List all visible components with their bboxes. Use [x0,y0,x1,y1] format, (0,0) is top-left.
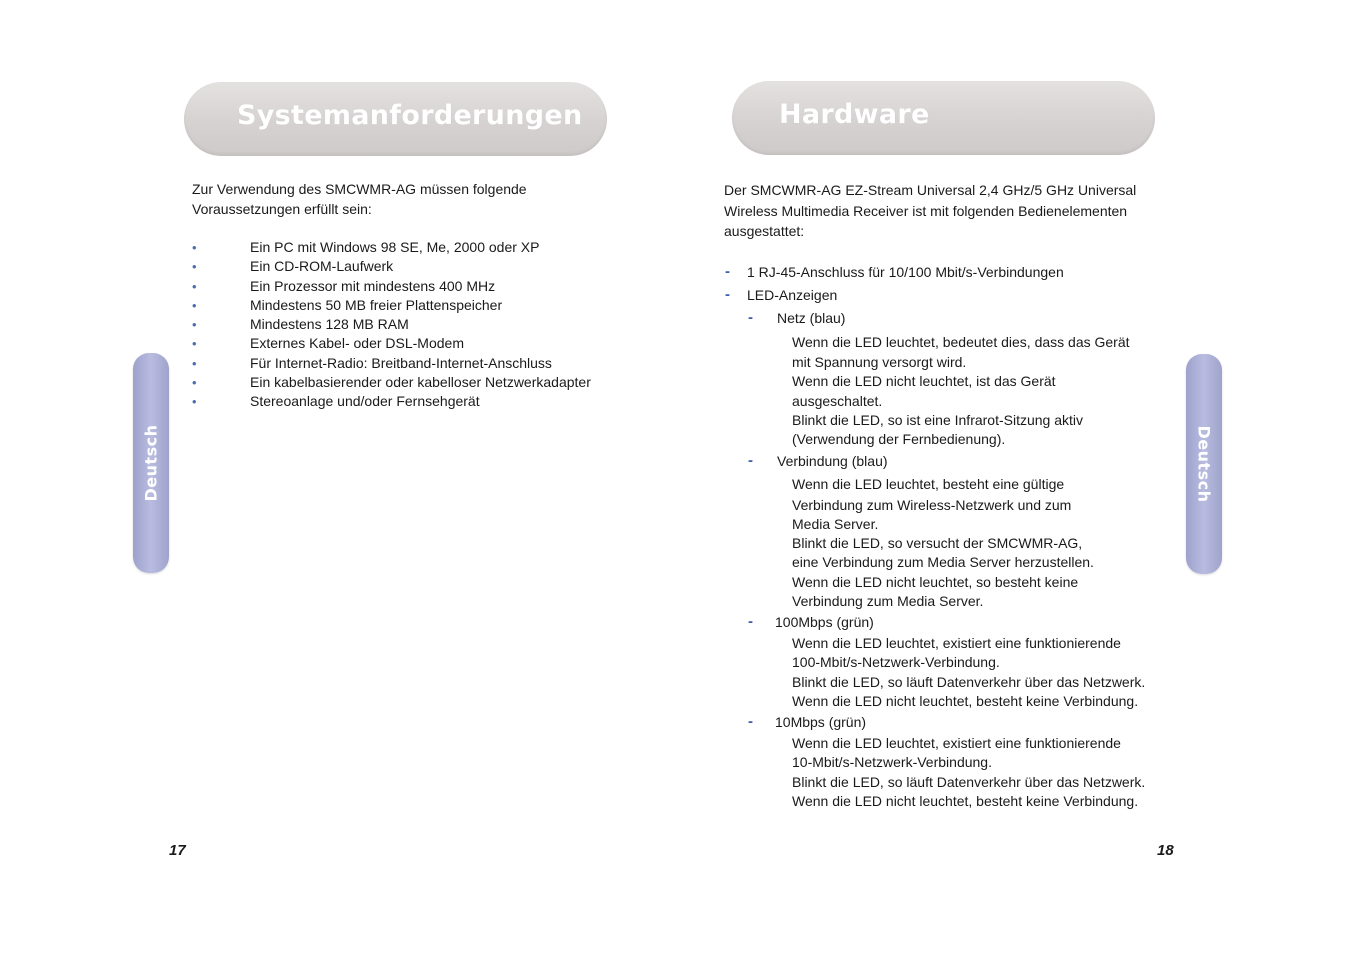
dash-icon: - [725,263,730,280]
bullet-icon: • [192,375,197,391]
hardware-item-rj45: 1 RJ-45-Anschluss für 10/100 Mbit/s-Verbindungen [747,264,1064,280]
led-desc-line: (Verwendung der Fernbedienung). [792,431,1006,447]
led-label-100mbps: 100Mbps (grün) [775,614,874,630]
led-desc-line: Wenn die LED leuchtet, existiert eine funktionierende [792,635,1121,651]
bullet-icon: • [192,336,197,352]
dash-icon: - [748,309,753,326]
led-desc-line: Wenn die LED nicht leuchtet, so besteht keine [792,574,1079,590]
left-intro-text: Zur Verwendung des SMCWMR-AG müssen folgende Voraussetzungen erfüllt sein: [192,181,527,217]
right-intro-text: Der SMCWMR-AG EZ-Stream Universal 2,4 GHz/5 GHz Universal Wireless Multimedia Receiver ist mit folgenden Bedienelementen ausgestattet: [724,182,1137,239]
led-desc-line: Wenn die LED leuchtet, bedeutet dies, dass das Gerät [792,334,1130,350]
led-desc-line: Wenn die LED leuchtet, besteht eine gültige [792,476,1065,492]
right-title-banner [732,81,1155,155]
led-desc-line: eine Verbindung zum Media Server herzustellen. [792,554,1094,570]
led-desc-line: Wenn die LED leuchtet, existiert eine funktionierende [792,735,1121,751]
left-page-title: Systemanforderungen [237,100,583,131]
dash-icon: - [748,452,753,469]
right-page-title: Hardware [779,99,930,130]
led-desc-line: Verbindung zum Wireless-Netzwerk und zum [792,497,1072,513]
led-desc-line: mit Spannung versorgt wird. [792,354,967,370]
led-desc-line: Wenn die LED nicht leuchtet, besteht keine Verbindung. [792,693,1139,709]
led-label-connection: Verbindung (blau) [777,453,888,469]
led-label-10mbps: 10Mbps (grün) [775,714,867,730]
bullet-icon: • [192,355,197,371]
led-desc-line: 100-Mbit/s-Netzwerk-Verbindung. [792,654,1000,670]
bullet-icon: • [192,317,197,333]
led-desc-line: Blinkt die LED, so ist eine Infrarot-Sitzung aktiv [792,412,1084,428]
dash-icon: - [748,613,753,630]
bullet-icon: • [192,297,197,313]
hardware-item-leds: LED-Anzeigen [747,287,838,303]
left-title-banner [184,82,607,156]
led-desc-line: Wenn die LED nicht leuchtet, ist das Gerät [792,373,1056,389]
right-language-tab-label: Deutsch [1194,425,1214,503]
led-desc-line: Blinkt die LED, so läuft Datenverkehr über das Netzwerk. [792,774,1146,790]
dash-icon: - [748,713,753,730]
led-desc-line: ausgeschaltet. [792,393,883,409]
right-language-tab [1186,354,1222,574]
dash-icon: - [725,286,730,303]
left-language-tab-label: Deutsch [141,424,161,502]
led-desc-line: Blinkt die LED, so läuft Datenverkehr über das Netzwerk. [792,674,1146,690]
left-language-tab [133,353,169,573]
left-page-number: 17 [169,842,186,859]
led-desc-line: Wenn die LED nicht leuchtet, besteht keine Verbindung. [792,793,1139,809]
bullet-icon: • [192,240,197,255]
bullet-icon: • [192,394,197,410]
led-desc-line: Media Server. [792,516,879,532]
led-label-power: Netz (blau) [777,310,846,326]
bullet-icon: • [192,278,197,294]
led-desc-line: Blinkt die LED, so versucht der SMCWMR-AG, [792,535,1083,551]
led-desc-line: 10-Mbit/s-Netzwerk-Verbindung. [792,754,992,770]
right-page-number: 18 [1157,842,1174,859]
bullet-icon: • [192,259,197,275]
led-desc-line: Verbindung zum Media Server. [792,593,984,609]
